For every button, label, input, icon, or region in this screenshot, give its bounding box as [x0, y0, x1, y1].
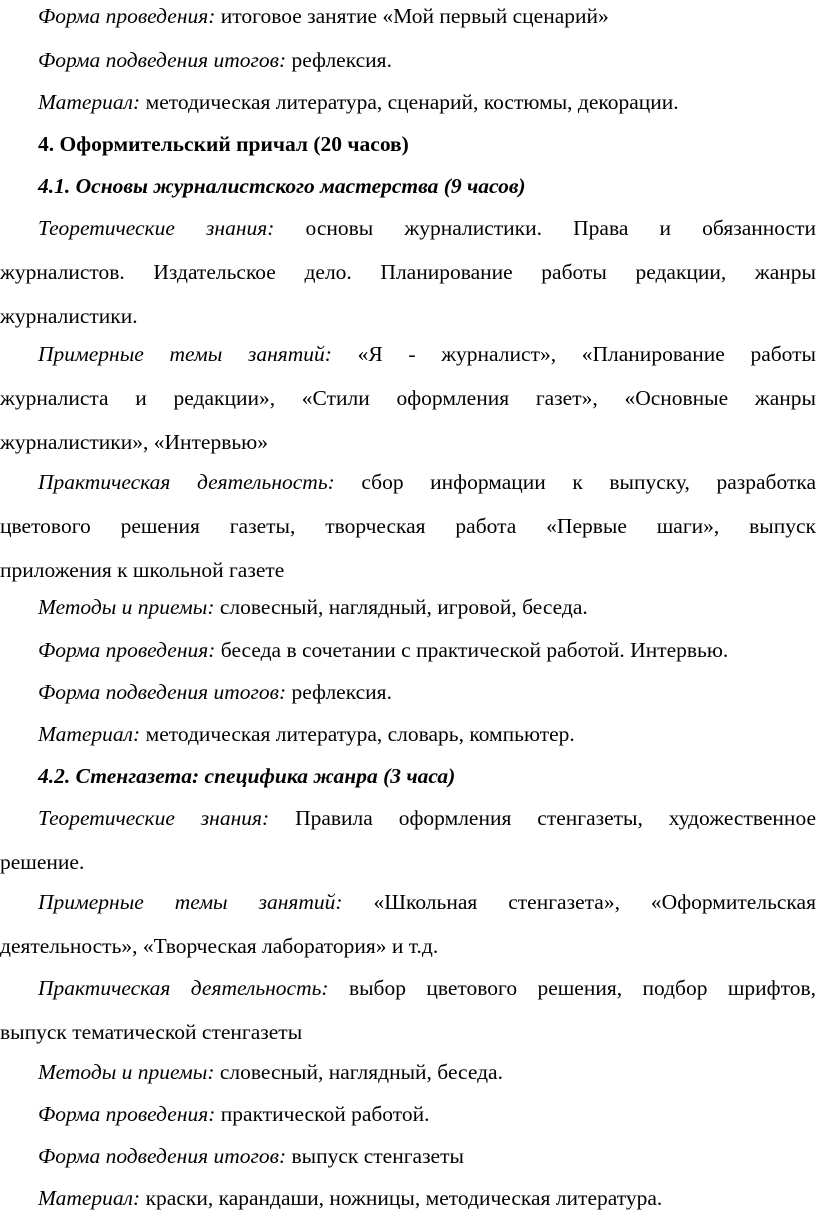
label: Форма проведения:: [38, 1102, 216, 1126]
text-line3: приложения к школьной газете: [0, 558, 285, 582]
text: краски, карандаши, ножницы, методическая литература.: [140, 1186, 663, 1210]
paragraph-form-summary-2: [0, 670, 816, 714]
text-line2: журналиста и редакции», «Стили оформления газет», «Основные жанры: [0, 386, 816, 410]
text-line1: «Я - журналист», «Планирование работы: [331, 342, 816, 366]
text: практической работой.: [215, 1102, 430, 1126]
label: Методы и приемы:: [38, 595, 215, 619]
text: методическая литература, словарь, компьютер.: [140, 722, 575, 746]
subheading-text: 4.1. Основы журналистского мастерства (9 часов): [38, 174, 526, 198]
paragraph-topics-1: [0, 332, 816, 464]
label: Материал:: [38, 90, 141, 114]
text-line3: журналистики», «Интервью»: [0, 430, 268, 454]
text-line1: основы журналистики. Права и обязанности: [274, 216, 816, 240]
label: Форма проведения:: [38, 638, 216, 662]
subsection-heading-4-2: [0, 754, 816, 798]
label: Примерные темы занятий:: [38, 342, 332, 366]
text-line1: сбор информации к выпуску, разработка: [334, 470, 816, 494]
paragraph-material-3: [0, 1176, 816, 1220]
label: Форма подведения итогов:: [38, 48, 287, 72]
label: Практическая деятельность:: [38, 470, 335, 494]
text: выпуск стенгазеты: [286, 1144, 464, 1168]
section-heading: [0, 122, 816, 166]
paragraph-form-conduct-3: [0, 1092, 816, 1136]
paragraph-practice-1: [0, 460, 816, 592]
paragraph-form-summary-3: [0, 1134, 816, 1178]
text: словесный, наглядный, игровой, беседа.: [214, 595, 588, 619]
text-line3: журналистики.: [0, 304, 138, 328]
label: Методы и приемы:: [38, 1060, 215, 1084]
paragraph-form-summary-1: [0, 38, 816, 82]
subheading-text: 4.2. Стенгазета: специфика жанра (3 часа): [38, 764, 456, 788]
text-line2: деятельность», «Творческая лаборатория» и т.д.: [0, 934, 439, 958]
text: итоговое занятие «Мой первый сценарий»: [215, 4, 609, 28]
label: Форма подведения итогов:: [38, 680, 287, 704]
text: рефлексия.: [286, 680, 392, 704]
label: Теоретические знания:: [38, 216, 275, 240]
heading-text: 4. Оформительский причал (20 часов): [38, 132, 409, 156]
label: Материал:: [38, 1186, 141, 1210]
text: рефлексия.: [286, 48, 392, 72]
paragraph-topics-2: [0, 880, 816, 968]
text: беседа в сочетании с практической работой. Интервью.: [215, 638, 729, 662]
label: Форма проведения:: [38, 4, 216, 28]
text-line1: Правила оформления стенгазеты, художественное: [269, 806, 816, 830]
text: словесный, наглядный, беседа.: [214, 1060, 503, 1084]
text-line2: выпуск тематической стенгазеты: [0, 1020, 303, 1044]
text-line1: «Школьная стенгазета», «Оформительская: [342, 890, 816, 914]
text: методическая литература, сценарий, костюмы, декорации.: [140, 90, 679, 114]
paragraph-material-2: [0, 712, 816, 756]
label: Материал:: [38, 722, 141, 746]
label: Теоретические знания:: [38, 806, 270, 830]
text-line2: журналистов. Издательское дело. Планирование работы редакции, жанры: [0, 260, 816, 284]
text-line2: цветового решения газеты, творческая работа «Первые шаги», выпуск: [0, 514, 816, 538]
text-line2: решение.: [0, 850, 85, 874]
paragraph-practice-2: [0, 966, 816, 1054]
text-line1: выбор цветового решения, подбор шрифтов,: [328, 976, 816, 1000]
label: Примерные темы занятий:: [38, 890, 343, 914]
label: Практическая деятельность:: [38, 976, 329, 1000]
paragraph-form-conduct-2: [0, 628, 816, 672]
paragraph-form-conduct-1: [0, 0, 816, 38]
paragraph-methods-1: [0, 585, 816, 629]
paragraph-theory-1: [0, 206, 816, 338]
paragraph-methods-2: [0, 1050, 816, 1094]
paragraph-theory-2: [0, 796, 816, 884]
label: Форма подведения итогов:: [38, 1144, 287, 1168]
subsection-heading-4-1: [0, 164, 816, 208]
paragraph-material-1: [0, 80, 816, 124]
